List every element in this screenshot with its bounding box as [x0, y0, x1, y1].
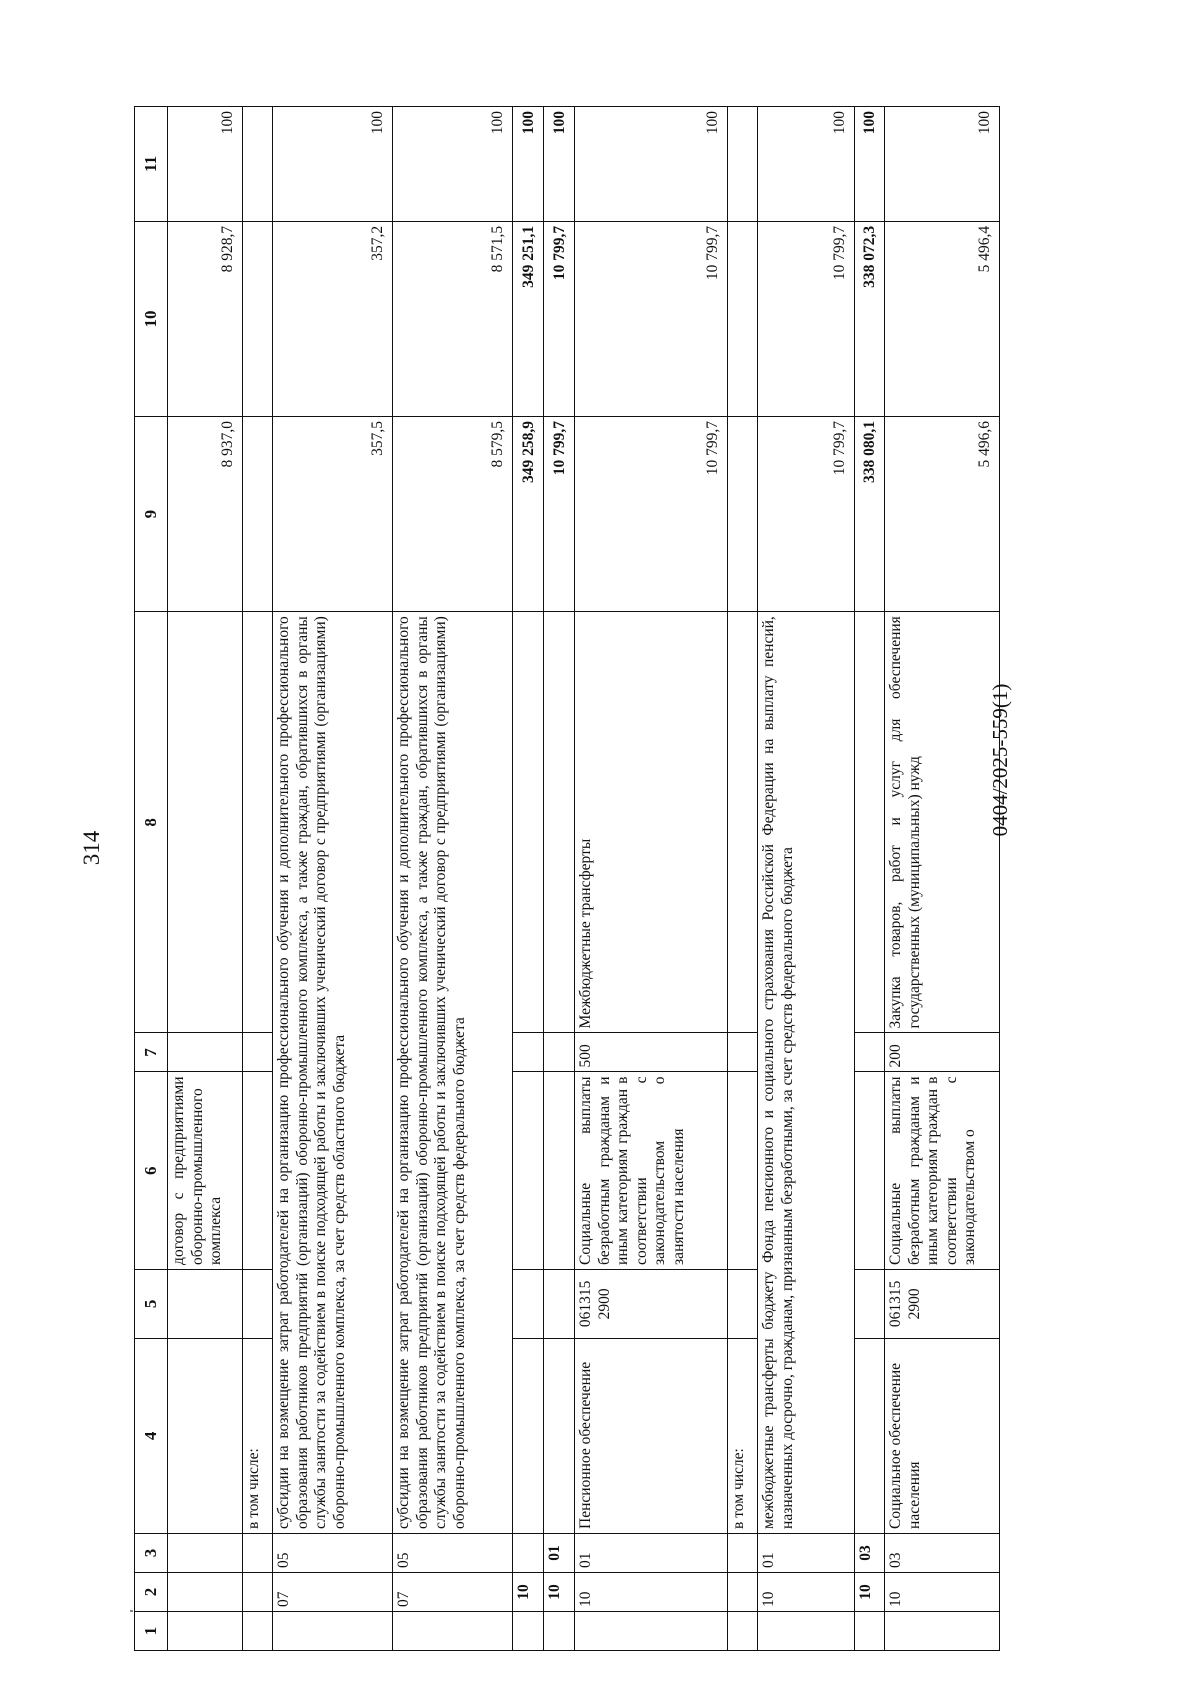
cell-actual: 10 799,7 [575, 221, 728, 416]
cell-percent: 100 [758, 107, 855, 222]
cell-subsection: 03 [885, 1533, 1000, 1572]
cell-section: 10 [855, 1572, 885, 1611]
budget-table [134, 106, 1000, 1651]
col-header-3: 3 [135, 1533, 168, 1572]
cell-percent: 100 [168, 107, 243, 222]
table-row [273, 107, 393, 1651]
cell-expense-type: 500 [575, 1033, 728, 1072]
cell-subsection: 01 [544, 1533, 575, 1572]
cell-percent: 100 [885, 107, 1000, 222]
cell-planned: 10 799,7 [544, 417, 575, 612]
header-row [135, 107, 168, 1651]
col-header-2: 2 [135, 1572, 168, 1611]
cell-transfer-description: межбюджетные трансферты бюджету Фонда пенсионного и социального страхования Российской Федерации на выплату пенсий, назначенных досрочно, гражданам, признанным безработными, за счет средств федерального бюджета [758, 612, 855, 1534]
cell-expense-name: Социальные выплаты безработным гражданам и иным категориям граждан в соответствии с законодательством о [885, 1072, 1000, 1269]
cell-actual: 8 928,7 [168, 221, 243, 416]
cell-planned: 5 496,6 [885, 417, 1000, 612]
budget-table-rotated [134, 106, 994, 1651]
cell-subsection-name: Пенсионное обеспечение [575, 1338, 728, 1533]
col-header-7: 7 [135, 1033, 168, 1072]
table-row [393, 107, 513, 1651]
cell-actual: 10 799,7 [544, 221, 575, 416]
col-header-1: 1 [135, 1611, 168, 1650]
cell-subsidy-description: субсидии на возмещение затрат работодателей на организацию профессионального обучения и дополнительного профессионального образования работников предприятий (организаций) оборонно-промышленного комплекса, а также граждан, обратившихся в органы службы занятости за содействием в поиске подходящей работы и заключивших ученический договор с предприятиями (организациями) оборонно-промышленного комплекса, за счет средств федерального бюджета [393, 612, 513, 1534]
cell-percent: 100 [513, 107, 544, 222]
cell-actual: 357,2 [273, 221, 393, 416]
cell-including-label: в том числе: [243, 1338, 273, 1533]
cell-actual: 8 571,5 [393, 221, 513, 416]
table-row [513, 107, 544, 1651]
table-row [544, 107, 575, 1651]
cell-target-code: 061315 2900 [885, 1269, 1000, 1338]
cell-section: 10 [758, 1572, 855, 1611]
cell-including-label: в том числе: [728, 1338, 758, 1533]
cell-planned: 8 579,5 [393, 417, 513, 612]
col-header-6: 6 [135, 1072, 168, 1269]
scan-speck [130, 1610, 133, 1612]
cell-actual: 5 496,4 [885, 221, 1000, 416]
table-row [885, 107, 1000, 1651]
cell-percent: 100 [544, 107, 575, 222]
cell-subsection-name: Социальное обеспечение населения [885, 1338, 1000, 1533]
cell-subsidy-description: субсидии на возмещение затрат работодателей на организацию профессионального обучения и дополнительного профессионального образования работников предприятий (организаций) оборонно-промышленного комплекса, а также граждан, обратившихся в органы службы занятости за содействием в поиске подходящей работы и заключивших ученический договор с предприятиями (организациями) оборонно-промышленного комплекса, за счет средств областного бюджета [273, 612, 393, 1534]
cell-expense-name: договор с предприятиями оборонно-промышленного комплекса [168, 1072, 243, 1269]
col-header-4: 4 [135, 1338, 168, 1533]
cell-section: 10 [544, 1572, 575, 1611]
col-header-11: 11 [135, 107, 168, 222]
budget-table-frame [134, 106, 994, 1651]
cell-subsection: 01 [758, 1533, 855, 1572]
cell-subsection: 05 [273, 1533, 393, 1572]
cell-section: 07 [273, 1572, 393, 1611]
cell-section: 10 [513, 1572, 544, 1611]
cell-expense-type-name: Межбюджетные трансферты [575, 612, 728, 1033]
table-row [575, 107, 728, 1651]
cell-planned: 10 799,7 [575, 417, 728, 612]
cell-subsection: 01 [575, 1533, 728, 1572]
table-row [728, 107, 758, 1651]
cell-actual: 338 072,3 [855, 221, 885, 416]
cell-planned: 349 258,9 [513, 417, 544, 612]
table-row [758, 107, 855, 1651]
cell-percent: 100 [273, 107, 393, 222]
cell-planned: 10 799,7 [758, 417, 855, 612]
cell-subsection: 05 [393, 1533, 513, 1572]
cell-expense-name: Социальные выплаты безработным гражданам и иным категориям граждан в соответствии с законодательством о занятости населения [575, 1072, 728, 1269]
cell-target-code: 061315 2900 [575, 1269, 728, 1338]
col-header-9: 9 [135, 417, 168, 612]
cell-subsection: 03 [855, 1533, 885, 1572]
cell-section: 07 [393, 1572, 513, 1611]
cell-planned: 357,5 [273, 417, 393, 612]
col-header-10: 10 [135, 221, 168, 416]
cell-percent: 100 [575, 107, 728, 222]
cell-percent: 100 [393, 107, 513, 222]
cell-actual: 10 799,7 [758, 221, 855, 416]
cell-actual: 349 251,1 [513, 221, 544, 416]
col-header-8: 8 [135, 612, 168, 1033]
col-header-5: 5 [135, 1269, 168, 1338]
cell-expense-type: 200 [885, 1033, 1000, 1072]
cell-section: 10 [575, 1572, 728, 1611]
page-number: 314 [79, 830, 104, 866]
cell-expense-type-name: Закупка товаров, работ и услуг для обеспечения государственных (муниципальных) нужд [885, 612, 1000, 1033]
cell-planned: 338 080,1 [855, 417, 885, 612]
document-code: 0404/2025-559(1) [988, 683, 1012, 837]
cell-percent: 100 [855, 107, 885, 222]
cell-section: 10 [885, 1572, 1000, 1611]
table-row [855, 107, 885, 1651]
table-row [168, 107, 243, 1651]
cell-planned: 8 937,0 [168, 417, 243, 612]
table-row [243, 107, 273, 1651]
